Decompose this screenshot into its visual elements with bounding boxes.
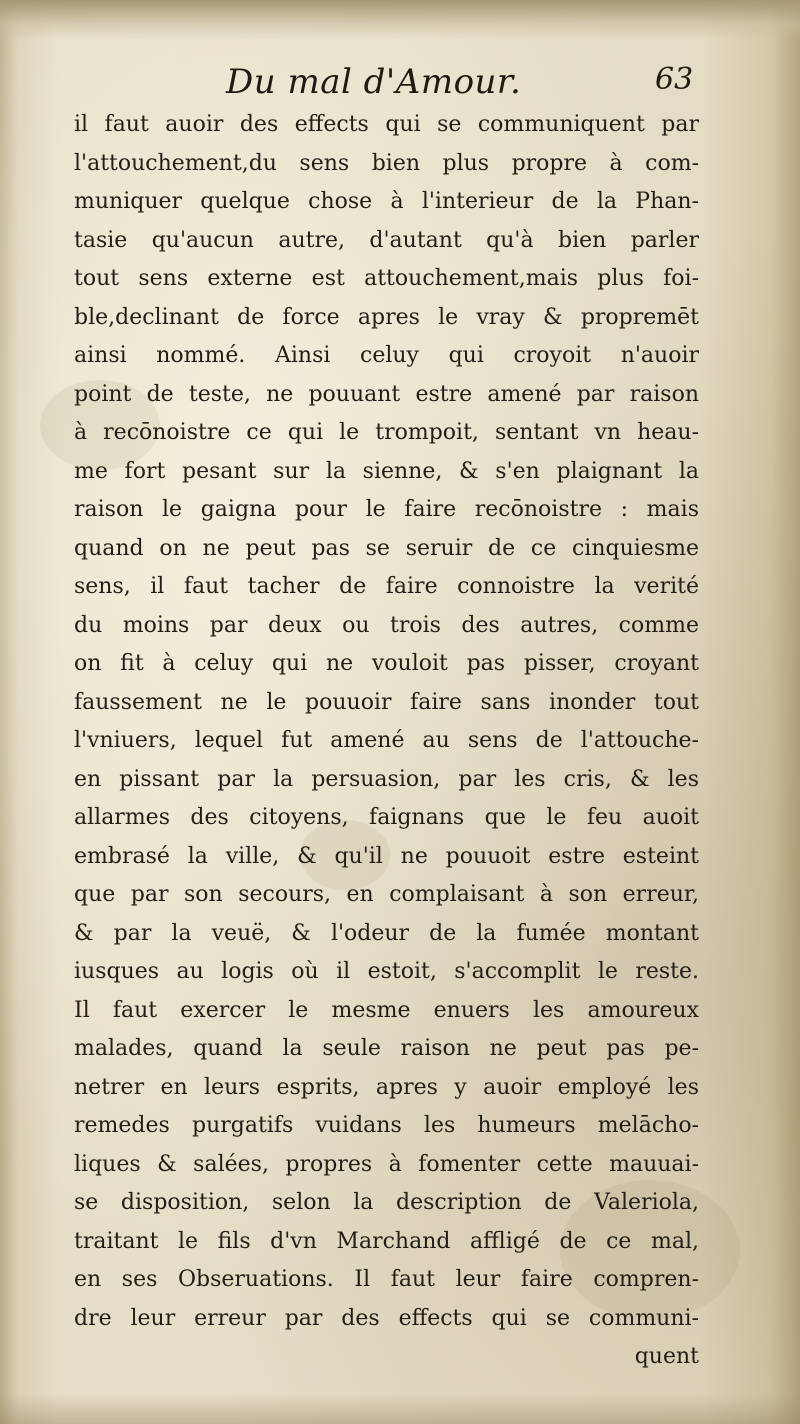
- text-line: liques & salées, propres à fomenter cette mauuai-: [74, 1151, 699, 1177]
- text-line: faussement ne le pouuoir faire sans inonder tout: [74, 689, 699, 715]
- text-line: que par son secours, en complaisant à son erreur,: [74, 882, 699, 907]
- text-line: & par la veuë, & l'odeur de la fumée montant: [74, 920, 699, 946]
- text-line: il faut auoir des effects qui se communiquent par: [74, 112, 699, 137]
- text-line: se disposition, selon la description de Valeriola,: [74, 1190, 699, 1215]
- text-line: raison le gaigna pour le faire recōnoistre : mais: [74, 497, 699, 522]
- text-line: en ses Obseruations. Il faut leur faire compren-: [74, 1267, 699, 1292]
- text-line: netrer en leurs esprits, apres y auoir employé les: [74, 1074, 699, 1100]
- text-line: l'attouchement,du sens bien plus propre à com-: [74, 150, 699, 176]
- text-line: dre leur erreur par des effects qui se communi-: [74, 1305, 699, 1331]
- text-line: l'vniuers, lequel fut amené au sens de l'attouche-: [74, 728, 699, 753]
- text-line: du moins par deux ou trois des autres, comme: [74, 612, 699, 638]
- text-line: tout sens externe est attouchement,mais plus foi-: [74, 266, 699, 291]
- text-line: embrasé la ville, & qu'il ne pouuoit estre esteint: [74, 843, 699, 869]
- page-header: [0, 62, 800, 112]
- text-line: sens, il faut tacher de faire connoistre la verité: [74, 574, 699, 599]
- text-line: en pissant par la persuasion, par les cris, & les: [74, 766, 699, 792]
- text-line: Il faut exercer le mesme enuers les amoureux: [74, 997, 699, 1023]
- text-line: quand on ne peut pas se seruir de ce cinquiesme: [74, 535, 699, 561]
- text-line: muniquer quelque chose à l'interieur de la Phan-: [74, 189, 699, 214]
- catchword: quent: [634, 1344, 699, 1369]
- text-line: point de teste, ne pouuant estre amené par raison: [74, 381, 699, 407]
- body-text: [74, 106, 699, 1377]
- text-line: allarmes des citoyens, faignans que le feu auoit: [74, 805, 699, 830]
- text-line: à recōnoistre ce qui le trompoit, sentant vn heau-: [74, 420, 699, 445]
- text-line: traitant le fils d'vn Marchand affligé de ce mal,: [74, 1228, 699, 1254]
- text-line: iusques au logis où il estoit, s'accomplit le reste.: [74, 959, 699, 984]
- running-title: Du mal d'Amour.: [226, 62, 522, 102]
- text-line: tasie qu'aucun autre, d'autant qu'à bien parler: [74, 227, 699, 253]
- text-line: ble,declinant de force apres le vray & propremēt: [74, 304, 699, 330]
- text-line: malades, quand la seule raison ne peut pas pe-: [74, 1036, 699, 1061]
- text-line: ainsi nommé. Ainsi celuy qui croyoit n'auoir: [74, 343, 699, 368]
- text-line: remedes purgatifs vuidans les humeurs melācho-: [74, 1113, 699, 1138]
- page-number: 63: [655, 62, 694, 97]
- text-line: me fort pesant sur la sienne, & s'en plaignant la: [74, 458, 699, 484]
- text-line: on fit à celuy qui ne vouloit pas pisser, croyant: [74, 651, 699, 676]
